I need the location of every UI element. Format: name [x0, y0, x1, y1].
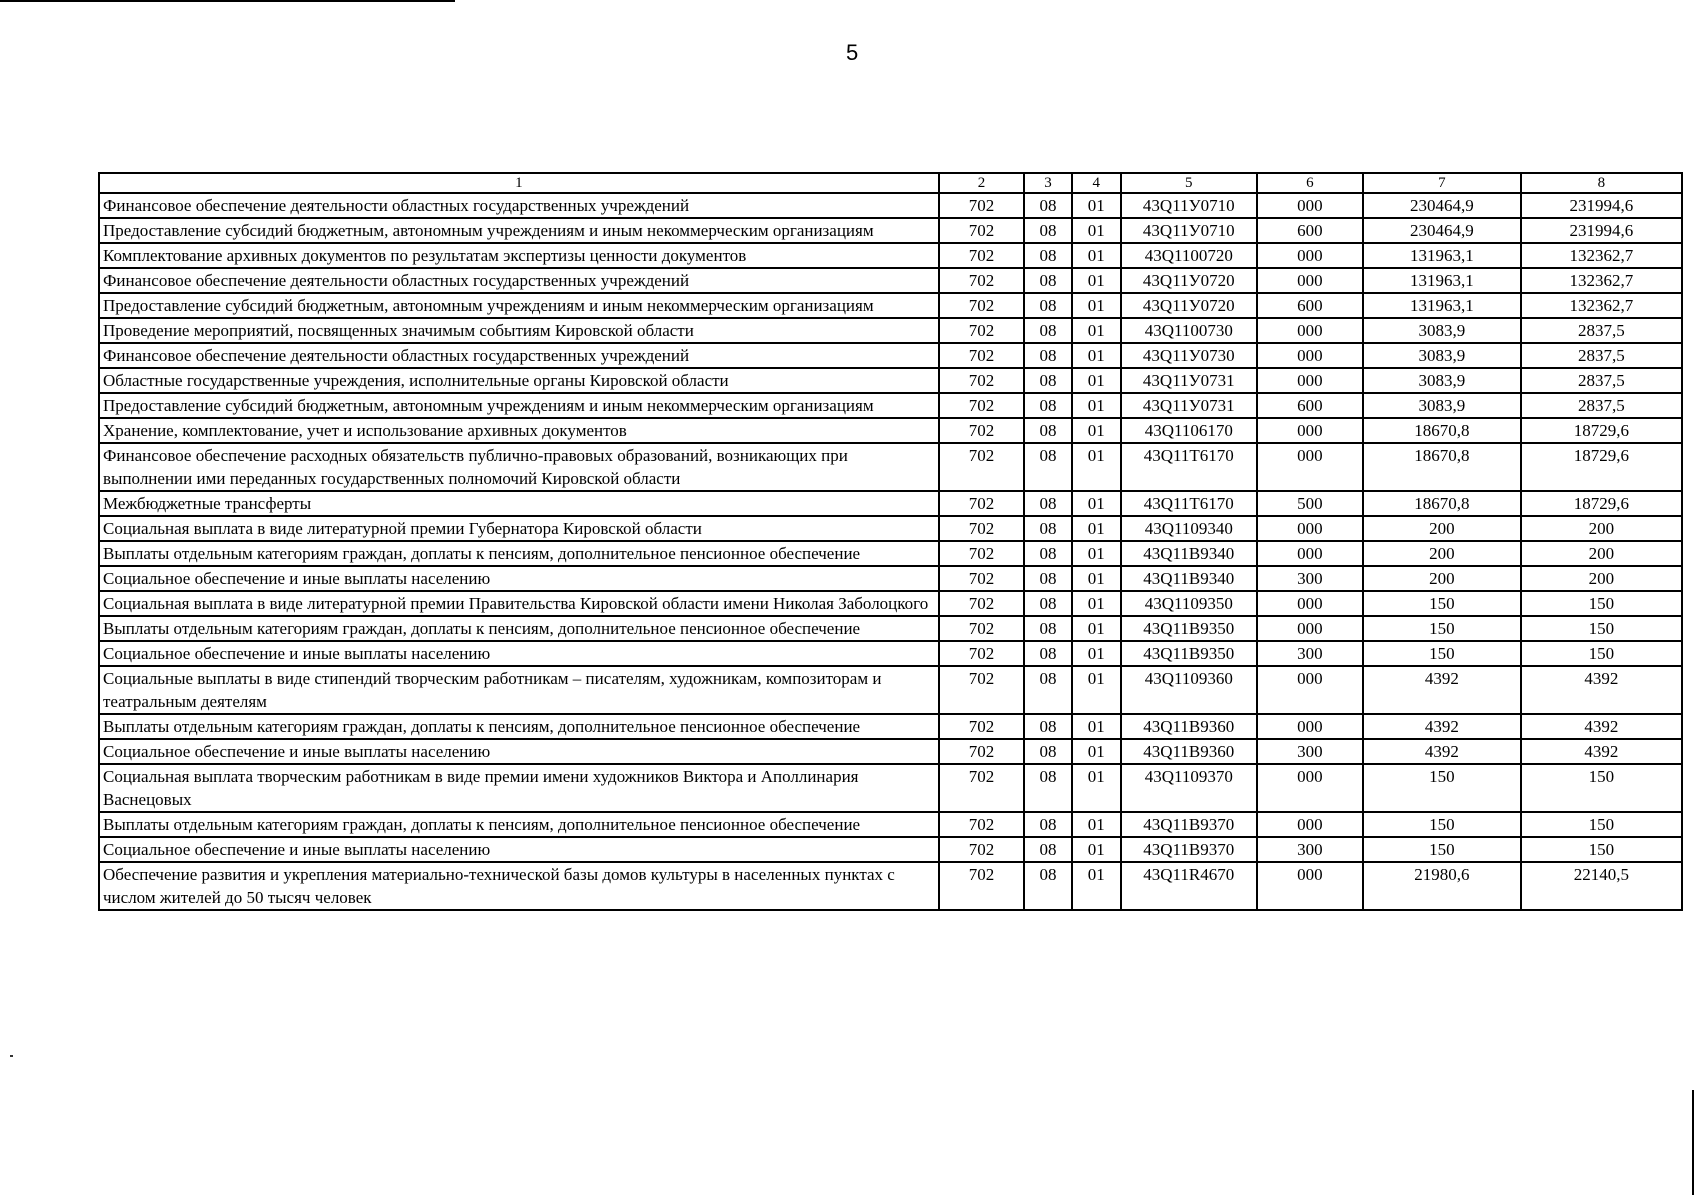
target-article-cell: 43Q11У0730	[1121, 343, 1257, 368]
table-row	[99, 243, 1682, 268]
section-code-cell: 08	[1024, 812, 1072, 837]
ministry-code-cell: 702	[939, 268, 1024, 293]
section-code-cell: 08	[1024, 591, 1072, 616]
amount-year-1-cell: 150	[1363, 591, 1521, 616]
ministry-code-cell: 702	[939, 318, 1024, 343]
section-code-cell: 08	[1024, 516, 1072, 541]
column-header: 8	[1521, 173, 1682, 193]
target-article-cell: 43Q11В9370	[1121, 812, 1257, 837]
amount-year-2-cell: 132362,7	[1521, 268, 1682, 293]
subsection-code-cell: 01	[1072, 193, 1121, 218]
expense-name-cell: Проведение мероприятий, посвященных значимым событиям Кировской области	[99, 318, 939, 343]
amount-year-1-cell: 230464,9	[1363, 193, 1521, 218]
expense-name-cell: Обеспечение развития и укрепления материально-технической базы домов культуры в населенных пунктах с числом жителей до 50 тысяч человек	[99, 862, 939, 910]
ministry-code-cell: 702	[939, 243, 1024, 268]
target-article-cell: 43Q11У0731	[1121, 368, 1257, 393]
table-row	[99, 666, 1682, 714]
ministry-code-cell: 702	[939, 293, 1024, 318]
table-header-row	[99, 173, 1682, 193]
table-row	[99, 368, 1682, 393]
expense-type-cell: 000	[1257, 368, 1363, 393]
column-header: 4	[1072, 173, 1121, 193]
expense-name-cell: Выплаты отдельным категориям граждан, доплаты к пенсиям, дополнительное пенсионное обеспечение	[99, 812, 939, 837]
amount-year-2-cell: 2837,5	[1521, 393, 1682, 418]
scan-edge	[1692, 1090, 1694, 1195]
amount-year-2-cell: 200	[1521, 516, 1682, 541]
amount-year-2-cell: 150	[1521, 591, 1682, 616]
table-row	[99, 641, 1682, 666]
table-row	[99, 764, 1682, 812]
expense-type-cell: 000	[1257, 443, 1363, 491]
subsection-code-cell: 01	[1072, 641, 1121, 666]
amount-year-1-cell: 3083,9	[1363, 393, 1521, 418]
ministry-code-cell: 702	[939, 739, 1024, 764]
expense-type-cell: 600	[1257, 293, 1363, 318]
expense-name-cell: Выплаты отдельным категориям граждан, доплаты к пенсиям, дополнительное пенсионное обеспечение	[99, 616, 939, 641]
section-code-cell: 08	[1024, 343, 1072, 368]
section-code-cell: 08	[1024, 368, 1072, 393]
expense-name-cell: Выплаты отдельным категориям граждан, доплаты к пенсиям, дополнительное пенсионное обеспечение	[99, 714, 939, 739]
amount-year-2-cell: 18729,6	[1521, 491, 1682, 516]
expense-type-cell: 000	[1257, 764, 1363, 812]
expense-name-cell: Социальное обеспечение и иные выплаты населению	[99, 837, 939, 862]
target-article-cell: 43Q11Т6170	[1121, 491, 1257, 516]
table-row	[99, 343, 1682, 368]
section-code-cell: 08	[1024, 641, 1072, 666]
ministry-code-cell: 702	[939, 218, 1024, 243]
ministry-code-cell: 702	[939, 641, 1024, 666]
amount-year-1-cell: 4392	[1363, 714, 1521, 739]
expense-name-cell: Социальные выплаты в виде стипендий творческим работникам – писателям, художникам, композиторам и театральным деятелям	[99, 666, 939, 714]
budget-table	[98, 172, 1683, 911]
column-header: 1	[99, 173, 939, 193]
expense-type-cell: 500	[1257, 491, 1363, 516]
ministry-code-cell: 702	[939, 418, 1024, 443]
section-code-cell: 08	[1024, 837, 1072, 862]
table-row	[99, 268, 1682, 293]
expense-type-cell: 000	[1257, 243, 1363, 268]
amount-year-2-cell: 18729,6	[1521, 418, 1682, 443]
subsection-code-cell: 01	[1072, 516, 1121, 541]
expense-type-cell: 600	[1257, 393, 1363, 418]
ministry-code-cell: 702	[939, 714, 1024, 739]
amount-year-1-cell: 230464,9	[1363, 218, 1521, 243]
section-code-cell: 08	[1024, 218, 1072, 243]
expense-type-cell: 000	[1257, 343, 1363, 368]
target-article-cell: 43Q11У0710	[1121, 193, 1257, 218]
ministry-code-cell: 702	[939, 764, 1024, 812]
ministry-code-cell: 702	[939, 491, 1024, 516]
target-article-cell: 43Q11У0720	[1121, 293, 1257, 318]
table-row	[99, 739, 1682, 764]
table-body	[99, 193, 1682, 910]
column-header: 2	[939, 173, 1024, 193]
target-article-cell: 43Q11В9360	[1121, 739, 1257, 764]
target-article-cell: 43Q11Т6170	[1121, 443, 1257, 491]
amount-year-2-cell: 4392	[1521, 739, 1682, 764]
expense-name-cell: Социальное обеспечение и иные выплаты населению	[99, 641, 939, 666]
expense-name-cell: Социальное обеспечение и иные выплаты населению	[99, 739, 939, 764]
amount-year-2-cell: 150	[1521, 837, 1682, 862]
expense-type-cell: 000	[1257, 541, 1363, 566]
target-article-cell: 43Q1100720	[1121, 243, 1257, 268]
amount-year-1-cell: 3083,9	[1363, 343, 1521, 368]
expense-name-cell: Финансовое обеспечение расходных обязательств публично-правовых образований, возникающих при выполнении ими переданных государственных полномочий Кировской области	[99, 443, 939, 491]
amount-year-1-cell: 150	[1363, 837, 1521, 862]
amount-year-1-cell: 200	[1363, 541, 1521, 566]
amount-year-1-cell: 150	[1363, 764, 1521, 812]
section-code-cell: 08	[1024, 491, 1072, 516]
expense-type-cell: 000	[1257, 418, 1363, 443]
target-article-cell: 43Q1109350	[1121, 591, 1257, 616]
target-article-cell: 43Q11У0720	[1121, 268, 1257, 293]
subsection-code-cell: 01	[1072, 343, 1121, 368]
table-row	[99, 714, 1682, 739]
section-code-cell: 08	[1024, 666, 1072, 714]
section-code-cell: 08	[1024, 739, 1072, 764]
subsection-code-cell: 01	[1072, 368, 1121, 393]
table-row	[99, 812, 1682, 837]
amount-year-2-cell: 132362,7	[1521, 243, 1682, 268]
ministry-code-cell: 702	[939, 812, 1024, 837]
table-row	[99, 516, 1682, 541]
amount-year-1-cell: 131963,1	[1363, 243, 1521, 268]
amount-year-1-cell: 200	[1363, 566, 1521, 591]
amount-year-2-cell: 132362,7	[1521, 293, 1682, 318]
target-article-cell: 43Q1100730	[1121, 318, 1257, 343]
column-header: 6	[1257, 173, 1363, 193]
target-article-cell: 43Q11В9370	[1121, 837, 1257, 862]
column-header: 5	[1121, 173, 1257, 193]
section-code-cell: 08	[1024, 443, 1072, 491]
page-number: 5	[846, 40, 859, 65]
target-article-cell: 43Q11В9350	[1121, 641, 1257, 666]
amount-year-1-cell: 18670,8	[1363, 418, 1521, 443]
section-code-cell: 08	[1024, 318, 1072, 343]
amount-year-1-cell: 18670,8	[1363, 443, 1521, 491]
expense-type-cell: 000	[1257, 516, 1363, 541]
expense-name-cell: Социальная выплата в виде литературной премии Губернатора Кировской области	[99, 516, 939, 541]
ministry-code-cell: 702	[939, 193, 1024, 218]
amount-year-1-cell: 4392	[1363, 666, 1521, 714]
amount-year-1-cell: 3083,9	[1363, 368, 1521, 393]
expense-type-cell: 000	[1257, 714, 1363, 739]
expense-type-cell: 000	[1257, 268, 1363, 293]
amount-year-2-cell: 2837,5	[1521, 318, 1682, 343]
subsection-code-cell: 01	[1072, 268, 1121, 293]
scan-speck	[10, 1055, 13, 1057]
table-row	[99, 591, 1682, 616]
table-row	[99, 566, 1682, 591]
target-article-cell: 43Q1109340	[1121, 516, 1257, 541]
subsection-code-cell: 01	[1072, 243, 1121, 268]
amount-year-1-cell: 131963,1	[1363, 293, 1521, 318]
amount-year-1-cell: 21980,6	[1363, 862, 1521, 910]
expense-name-cell: Предоставление субсидий бюджетным, автономным учреждениям и иным некоммерческим организациям	[99, 393, 939, 418]
expense-type-cell: 000	[1257, 862, 1363, 910]
amount-year-1-cell: 150	[1363, 641, 1521, 666]
subsection-code-cell: 01	[1072, 837, 1121, 862]
amount-year-2-cell: 4392	[1521, 714, 1682, 739]
section-code-cell: 08	[1024, 243, 1072, 268]
ministry-code-cell: 702	[939, 837, 1024, 862]
amount-year-1-cell: 150	[1363, 812, 1521, 837]
ministry-code-cell: 702	[939, 368, 1024, 393]
target-article-cell: 43Q11В9340	[1121, 541, 1257, 566]
column-header: 3	[1024, 173, 1072, 193]
table-row	[99, 443, 1682, 491]
amount-year-2-cell: 200	[1521, 541, 1682, 566]
subsection-code-cell: 01	[1072, 591, 1121, 616]
subsection-code-cell: 01	[1072, 418, 1121, 443]
target-article-cell: 43Q11В9360	[1121, 714, 1257, 739]
amount-year-2-cell: 150	[1521, 812, 1682, 837]
amount-year-2-cell: 150	[1521, 641, 1682, 666]
subsection-code-cell: 01	[1072, 293, 1121, 318]
expense-name-cell: Предоставление субсидий бюджетным, автономным учреждениям и иным некоммерческим организациям	[99, 293, 939, 318]
table-row	[99, 541, 1682, 566]
subsection-code-cell: 01	[1072, 616, 1121, 641]
table-row	[99, 218, 1682, 243]
amount-year-1-cell: 131963,1	[1363, 268, 1521, 293]
target-article-cell: 43Q11У0731	[1121, 393, 1257, 418]
ministry-code-cell: 702	[939, 616, 1024, 641]
amount-year-2-cell: 150	[1521, 764, 1682, 812]
section-code-cell: 08	[1024, 541, 1072, 566]
target-article-cell: 43Q1109370	[1121, 764, 1257, 812]
subsection-code-cell: 01	[1072, 764, 1121, 812]
table-row	[99, 491, 1682, 516]
table-row	[99, 393, 1682, 418]
table-row	[99, 862, 1682, 910]
ministry-code-cell: 702	[939, 666, 1024, 714]
subsection-code-cell: 01	[1072, 566, 1121, 591]
amount-year-1-cell: 150	[1363, 616, 1521, 641]
expense-type-cell: 000	[1257, 812, 1363, 837]
section-code-cell: 08	[1024, 268, 1072, 293]
expense-name-cell: Финансовое обеспечение деятельности областных государственных учреждений	[99, 343, 939, 368]
expense-type-cell: 000	[1257, 666, 1363, 714]
amount-year-2-cell: 150	[1521, 616, 1682, 641]
expense-type-cell: 300	[1257, 739, 1363, 764]
expense-type-cell: 300	[1257, 641, 1363, 666]
ministry-code-cell: 702	[939, 343, 1024, 368]
target-article-cell: 43Q11В9350	[1121, 616, 1257, 641]
expense-name-cell: Финансовое обеспечение деятельности областных государственных учреждений	[99, 193, 939, 218]
table-row	[99, 616, 1682, 641]
expense-name-cell: Социальная выплата в виде литературной премии Правительства Кировской области имени Николая Заболоцкого	[99, 591, 939, 616]
expense-name-cell: Областные государственные учреждения, исполнительные органы Кировской области	[99, 368, 939, 393]
table-row	[99, 193, 1682, 218]
amount-year-2-cell: 18729,6	[1521, 443, 1682, 491]
target-article-cell: 43Q1106170	[1121, 418, 1257, 443]
target-article-cell: 43Q11У0710	[1121, 218, 1257, 243]
subsection-code-cell: 01	[1072, 491, 1121, 516]
subsection-code-cell: 01	[1072, 218, 1121, 243]
target-article-cell: 43Q11В9340	[1121, 566, 1257, 591]
subsection-code-cell: 01	[1072, 443, 1121, 491]
expense-type-cell: 000	[1257, 193, 1363, 218]
section-code-cell: 08	[1024, 293, 1072, 318]
section-code-cell: 08	[1024, 193, 1072, 218]
section-code-cell: 08	[1024, 862, 1072, 910]
subsection-code-cell: 01	[1072, 318, 1121, 343]
expense-name-cell: Предоставление субсидий бюджетным, автономным учреждениям и иным некоммерческим организациям	[99, 218, 939, 243]
amount-year-2-cell: 2837,5	[1521, 368, 1682, 393]
subsection-code-cell: 01	[1072, 812, 1121, 837]
expense-type-cell: 600	[1257, 218, 1363, 243]
amount-year-2-cell: 231994,6	[1521, 218, 1682, 243]
target-article-cell: 43Q1109360	[1121, 666, 1257, 714]
section-code-cell: 08	[1024, 714, 1072, 739]
expense-name-cell: Выплаты отдельным категориям граждан, доплаты к пенсиям, дополнительное пенсионное обеспечение	[99, 541, 939, 566]
expense-type-cell: 300	[1257, 566, 1363, 591]
section-code-cell: 08	[1024, 418, 1072, 443]
ministry-code-cell: 702	[939, 443, 1024, 491]
subsection-code-cell: 01	[1072, 666, 1121, 714]
expense-type-cell: 000	[1257, 591, 1363, 616]
expense-name-cell: Межбюджетные трансферты	[99, 491, 939, 516]
ministry-code-cell: 702	[939, 862, 1024, 910]
expense-type-cell: 000	[1257, 318, 1363, 343]
amount-year-2-cell: 22140,5	[1521, 862, 1682, 910]
amount-year-1-cell: 200	[1363, 516, 1521, 541]
section-code-cell: 08	[1024, 764, 1072, 812]
expense-type-cell: 300	[1257, 837, 1363, 862]
subsection-code-cell: 01	[1072, 541, 1121, 566]
target-article-cell: 43Q11R4670	[1121, 862, 1257, 910]
amount-year-2-cell: 231994,6	[1521, 193, 1682, 218]
expense-name-cell: Финансовое обеспечение деятельности областных государственных учреждений	[99, 268, 939, 293]
subsection-code-cell: 01	[1072, 739, 1121, 764]
ministry-code-cell: 702	[939, 566, 1024, 591]
amount-year-2-cell: 4392	[1521, 666, 1682, 714]
section-code-cell: 08	[1024, 393, 1072, 418]
section-code-cell: 08	[1024, 566, 1072, 591]
amount-year-1-cell: 4392	[1363, 739, 1521, 764]
expense-name-cell: Хранение, комплектование, учет и использование архивных документов	[99, 418, 939, 443]
expense-name-cell: Социальное обеспечение и иные выплаты населению	[99, 566, 939, 591]
top-rule	[0, 0, 455, 2]
table-row	[99, 418, 1682, 443]
amount-year-2-cell: 2837,5	[1521, 343, 1682, 368]
expense-type-cell: 000	[1257, 616, 1363, 641]
table-row	[99, 293, 1682, 318]
expense-name-cell: Комплектование архивных документов по результатам экспертизы ценности документов	[99, 243, 939, 268]
table-row	[99, 318, 1682, 343]
subsection-code-cell: 01	[1072, 714, 1121, 739]
amount-year-1-cell: 3083,9	[1363, 318, 1521, 343]
subsection-code-cell: 01	[1072, 393, 1121, 418]
section-code-cell: 08	[1024, 616, 1072, 641]
ministry-code-cell: 702	[939, 541, 1024, 566]
column-header: 7	[1363, 173, 1521, 193]
ministry-code-cell: 702	[939, 516, 1024, 541]
table-row	[99, 837, 1682, 862]
subsection-code-cell: 01	[1072, 862, 1121, 910]
expense-name-cell: Социальная выплата творческим работникам в виде премии имени художников Виктора и Аполлинария Васнецовых	[99, 764, 939, 812]
amount-year-2-cell: 200	[1521, 566, 1682, 591]
amount-year-1-cell: 18670,8	[1363, 491, 1521, 516]
ministry-code-cell: 702	[939, 393, 1024, 418]
ministry-code-cell: 702	[939, 591, 1024, 616]
